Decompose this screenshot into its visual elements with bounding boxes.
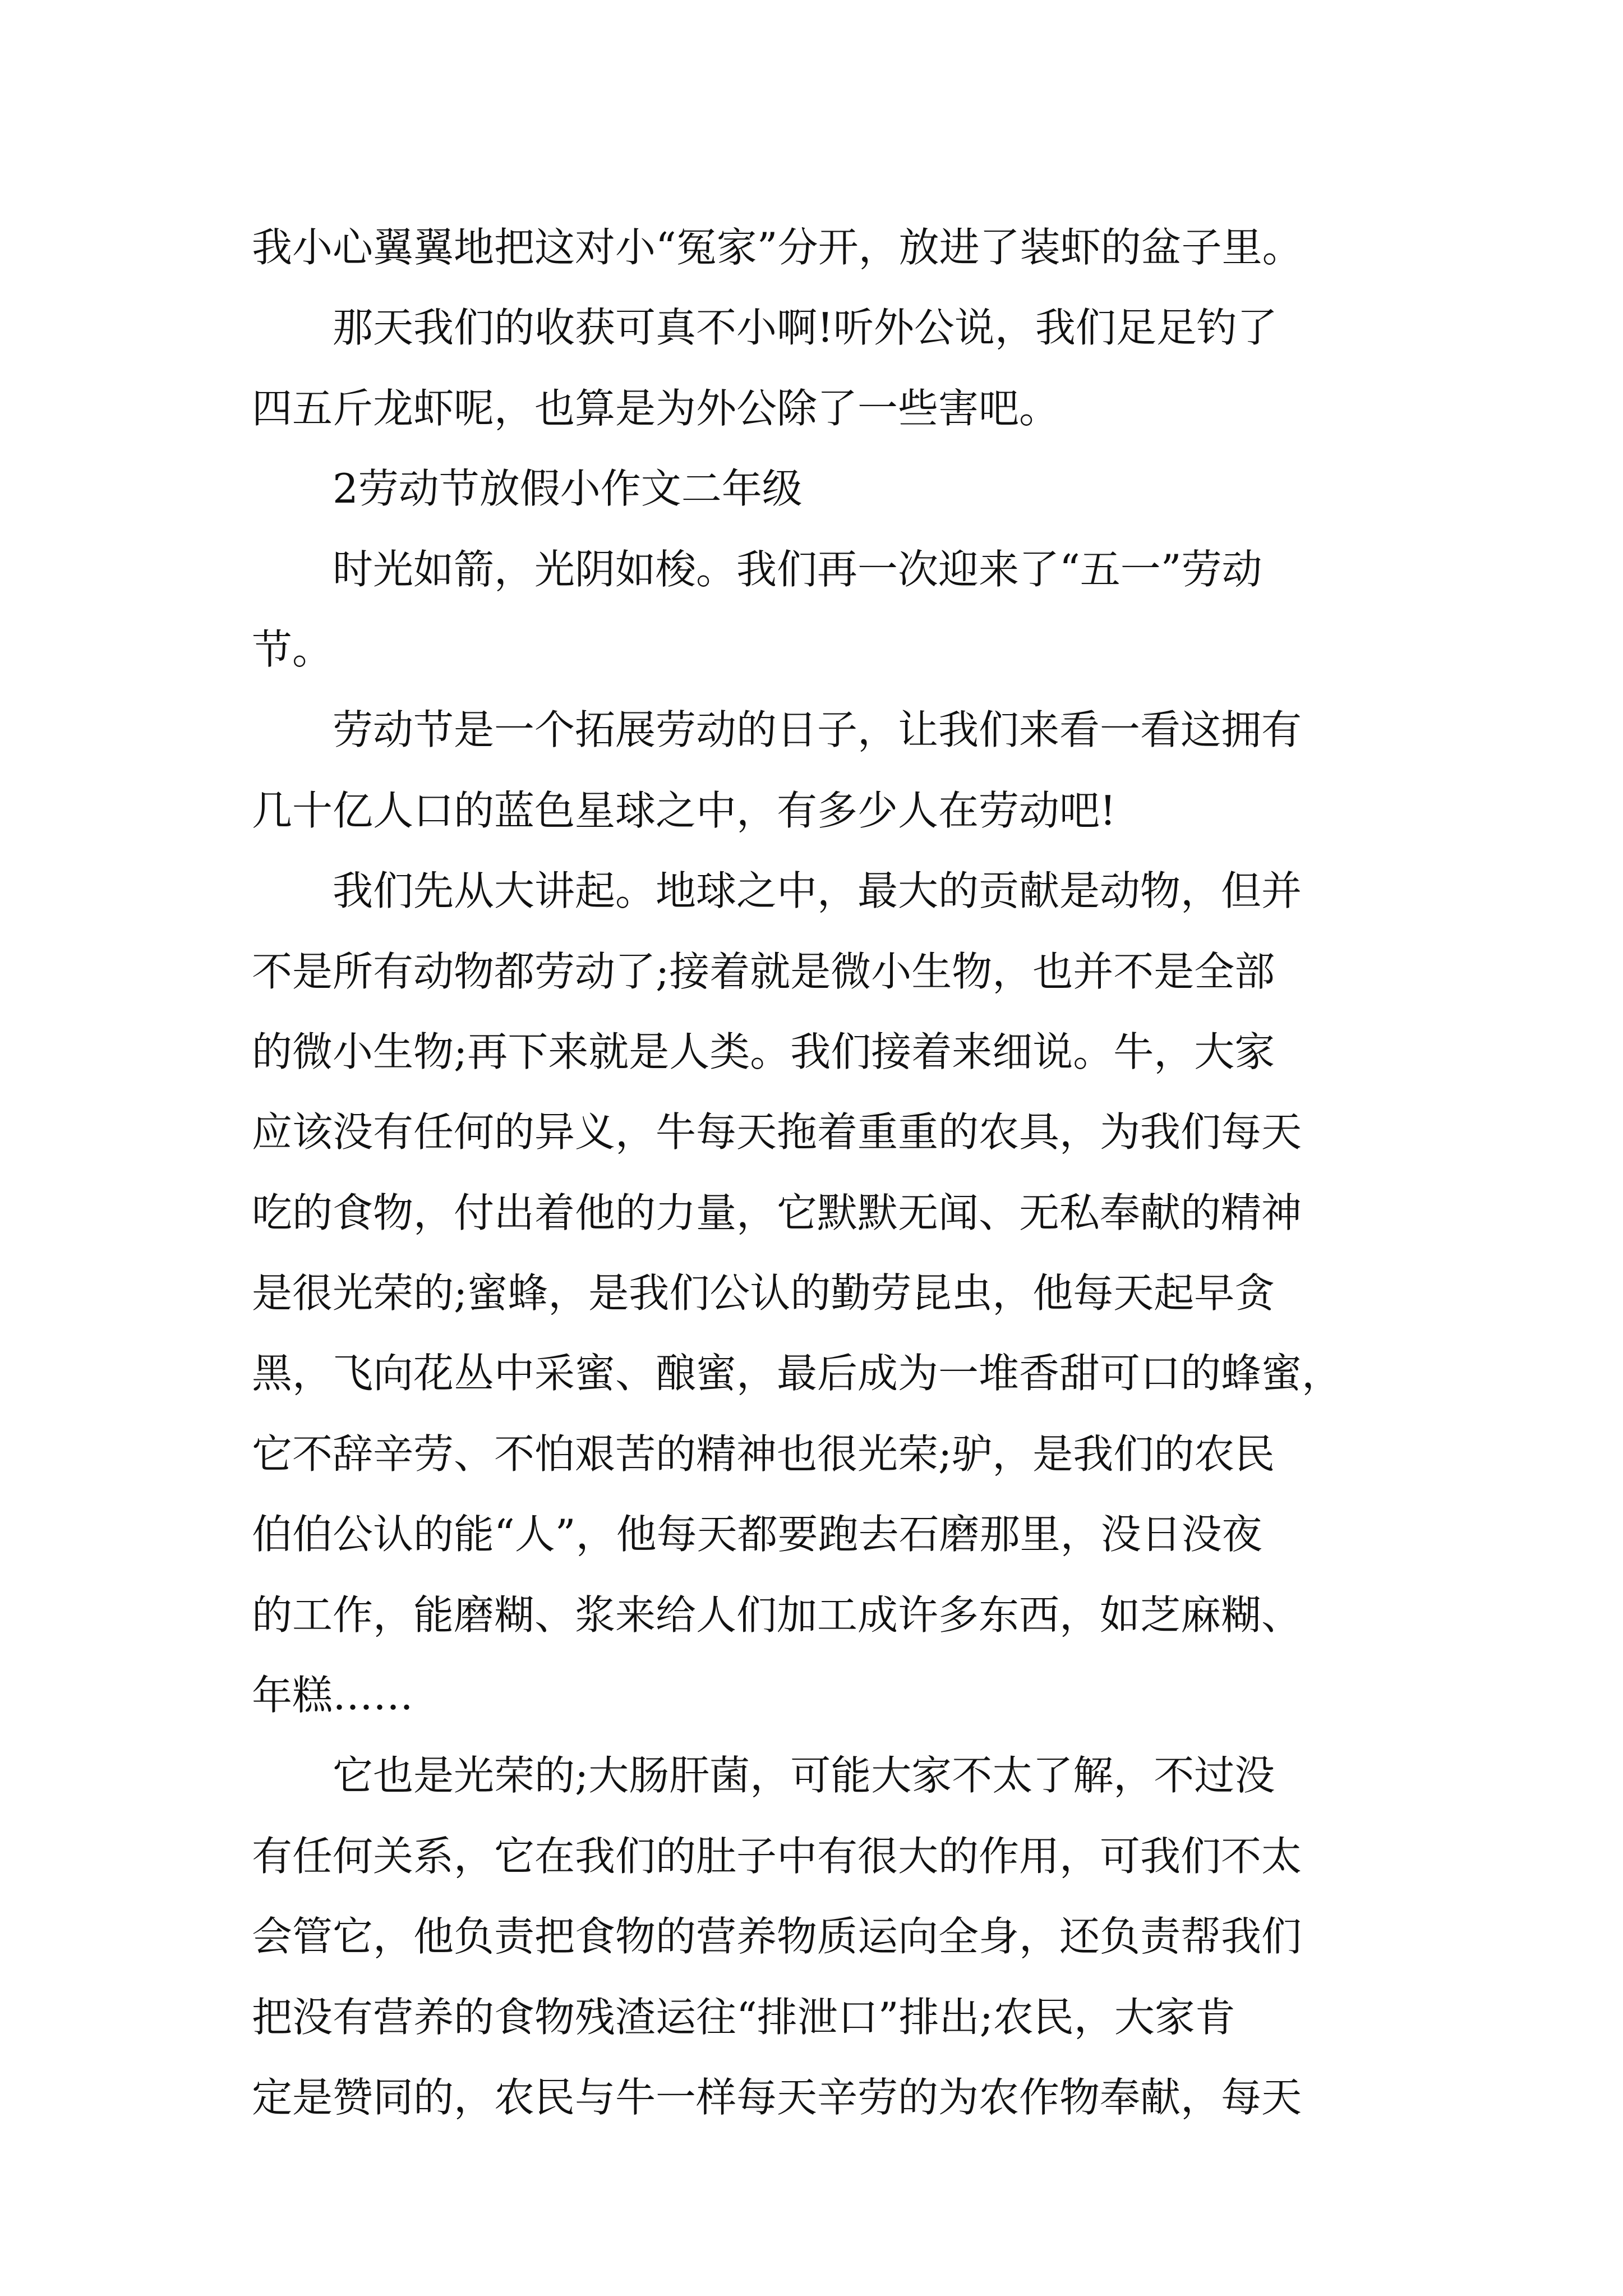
text-line: 伯伯公认的能“人”，他每天都要跑去石磨那里，没日没夜 xyxy=(252,1511,1262,1558)
text-line: 的工作，能磨糊、浆来给人们加工成许多东西，如芝麻糊、 xyxy=(252,1591,1302,1639)
text-line: 我们先从大讲起。地球之中，最大的贡献是动物，但并 xyxy=(333,867,1302,915)
text-line: 几十亿人口的蓝色星球之中，有多少人在劳动吧! xyxy=(252,786,1116,834)
text-line: 劳动节是一个拓展劳动的日子，让我们来看一看这拥有 xyxy=(333,706,1302,754)
text-line: 年糕…… xyxy=(252,1672,414,1719)
essay-text xyxy=(252,208,1390,2138)
text-line: 它也是光荣的;大肠肝菌，可能大家不太了解，不过没 xyxy=(333,1752,1275,1800)
text-line: 吃的食物，付出着他的力量，它默默无闻、无私奉献的精神 xyxy=(252,1189,1302,1236)
text-line: 定是赞同的，农民与牛一样每天辛劳的为农作物奉献，每天 xyxy=(252,2073,1302,2121)
text-line: 不是所有动物都劳动了;接着就是微小生物，也并不是全部 xyxy=(252,947,1275,995)
text-line: 我小心翼翼地把这对小“冤家”分开，放进了装虾的盆子里。 xyxy=(252,224,1303,271)
text-line: 把没有营养的食物残渣运往“排泄口”排出;农民，大家肯 xyxy=(252,1993,1235,2041)
text-line: 黑，飞向花丛中采蜜、酿蜜，最后成为一堆香甜可口的蜂蜜， xyxy=(252,1350,1343,1397)
text-line: 时光如箭，光阴如梭。我们再一次迎来了“五一”劳动 xyxy=(333,545,1262,593)
text-line: 的微小生物;再下来就是人类。我们接着来细说。牛，大家 xyxy=(252,1028,1275,1075)
text-line: 那天我们的收获可真不小啊!听外公说，我们足足钓了 xyxy=(333,304,1278,352)
text-line: 是很光荣的;蜜蜂，是我们公认的勤劳昆虫，他每天起早贪 xyxy=(252,1269,1275,1317)
text-line: 有任何关系，它在我们的肚子中有很大的作用，可我们不太 xyxy=(252,1832,1302,1880)
text-line: 2劳动节放假小作文二年级 xyxy=(333,465,803,513)
text-line: 四五斤龙虾呢，也算是为外公除了一些害吧。 xyxy=(252,384,1060,432)
text-line: 会管它，他负责把食物的营养物质运向全身，还负责帮我们 xyxy=(252,1913,1302,1961)
text-line: 应该没有任何的异义，牛每天拖着重重的农具，为我们每天 xyxy=(252,1108,1302,1156)
text-line: 节。 xyxy=(252,625,333,673)
text-line: 它不辞辛劳、不怕艰苦的精神也很光荣;驴，是我们的农民 xyxy=(252,1430,1275,1478)
